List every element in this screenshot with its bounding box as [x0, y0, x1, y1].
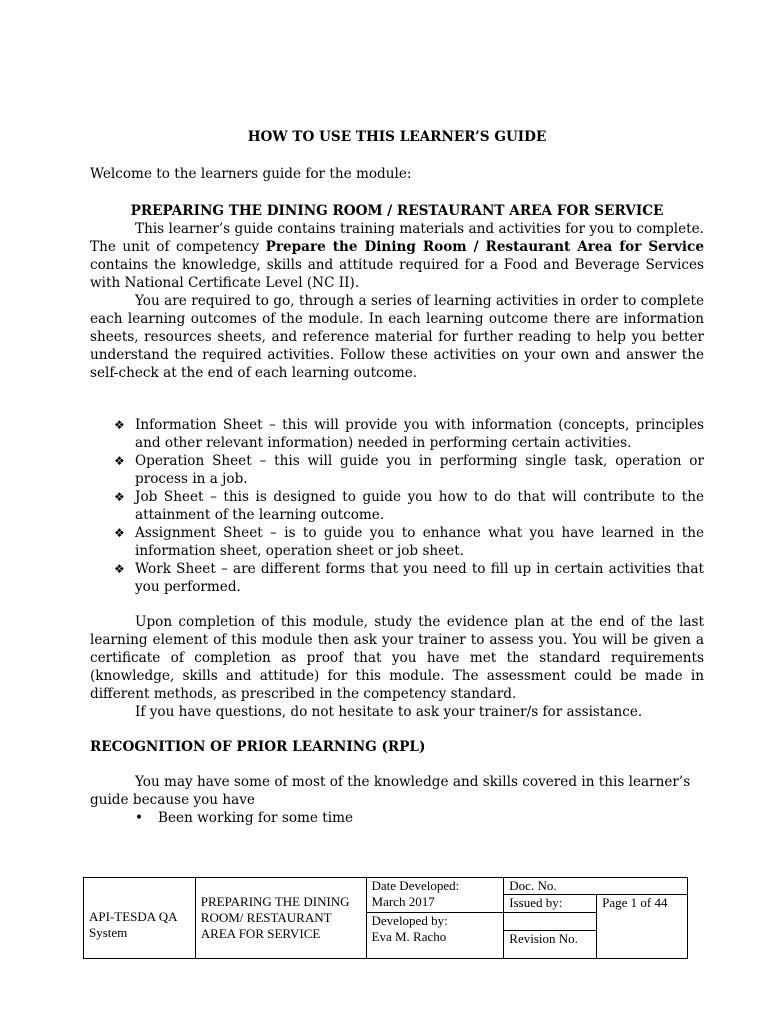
intro-text-b: contains the knowledge, skills and attitude required for a Food and Beverage Services with National Certificate Level (NC II).: [90, 257, 704, 291]
footer-revision: Revision No.: [509, 931, 578, 946]
list-item: [114, 416, 704, 452]
list-item-text: Been working for some time: [158, 810, 354, 826]
list-item: [114, 524, 704, 560]
sheet-types-list: [90, 416, 704, 596]
diamond-bullet-icon: ❖: [114, 490, 125, 504]
footer-dev-label: Developed by:: [371, 913, 448, 928]
footer-org: API-TESDA QA System: [89, 909, 177, 940]
page-title: HOW TO USE THIS LEARNER’S GUIDE: [247, 129, 547, 145]
document-page: [90, 128, 704, 827]
document-footer-table: [83, 877, 688, 959]
list-item: [135, 809, 704, 827]
intro-paragraph: [90, 220, 704, 292]
footer-org-cell: [84, 878, 196, 959]
diamond-bullet-icon: ❖: [114, 526, 125, 540]
list-item-text: Operation Sheet – this will guide you in performing single task, operation or process in a job.: [135, 453, 704, 487]
footer-page-number: Page 1 of 44: [602, 895, 668, 910]
list-item-text: Job Sheet – this is designed to guide you how to do that will contribute to the attainment of the learning outcome.: [135, 489, 704, 523]
footer-doc-no: Doc. No.: [509, 878, 557, 893]
footer-date-cell: [366, 878, 504, 913]
footer-dev-value: Eva M. Racho: [371, 929, 447, 944]
list-item: [114, 488, 704, 524]
competency-name: Prepare the Dining Room / Restaurant Area for Service: [265, 239, 704, 255]
dot-bullet-icon: •: [135, 810, 144, 826]
footer-page-cell: [597, 895, 688, 959]
footer-blank-cell: [504, 913, 597, 931]
footer-module-cell: [195, 878, 366, 959]
footer-date-label: Date Developed:: [371, 878, 460, 893]
footer-issued-by: Issued by:: [509, 895, 563, 910]
diamond-bullet-icon: ❖: [114, 418, 125, 432]
footer-date-value: March 2017: [371, 894, 435, 909]
footer-revision-cell: [504, 931, 597, 959]
list-item: [114, 560, 704, 596]
footer-doc-no-cell: [504, 878, 688, 895]
intro-text-a: This learner’s guide contains training materials and activities for you to complete. The unit of competency: [90, 221, 704, 255]
list-item: [114, 452, 704, 488]
footer-module: PREPARING THE DINING ROOM/ RESTAURANT AREA FOR SERVICE: [200, 894, 350, 941]
list-item-text: Information Sheet – this will provide you with information (concepts, principles and other relevant information) needed in performing certain activities.: [135, 417, 704, 451]
footer-issued-cell: [504, 895, 597, 913]
list-item-text: Work Sheet – are different forms that you need to fill up in certain activities that you performed.: [135, 561, 704, 595]
rpl-heading: RECOGNITION OF PRIOR LEARNING (RPL): [90, 739, 426, 755]
welcome-text: Welcome to the learners guide for the module:: [90, 166, 412, 182]
list-item-text: Assignment Sheet – is to guide you to enhance what you have learned in the information sheet, operation sheet or job sheet.: [135, 525, 704, 559]
rpl-paragraph: You may have some of most of the knowledge and skills covered in this learner’s guide because you have: [90, 774, 691, 808]
module-title: PREPARING THE DINING ROOM / RESTAURANT AREA FOR SERVICE: [130, 203, 664, 219]
activities-paragraph: You are required to go, through a series of learning activities in order to complete each learning outcomes of the module. In each learning outcome there are information sheets, resources sheets, and reference material for further reading to help you better understand the required activities. Follow these activities on your own and answer the self-check at the end of each learning outcome.: [90, 293, 704, 381]
diamond-bullet-icon: ❖: [114, 562, 125, 576]
questions-paragraph: If you have questions, do not hesitate to ask your trainer/s for assistance.: [135, 704, 643, 720]
diamond-bullet-icon: ❖: [114, 454, 125, 468]
footer-developer-cell: [366, 913, 504, 959]
rpl-list: [90, 809, 704, 827]
completion-paragraph: Upon completion of this module, study the evidence plan at the end of the last learning element of this module then ask your trainer to assess you. You will be given a certificate of completion as proof that you have met the standard requirements (knowledge, skills and attitude) for this module. The assessment could be made in different methods, as prescribed in the competency standard.: [90, 614, 704, 702]
